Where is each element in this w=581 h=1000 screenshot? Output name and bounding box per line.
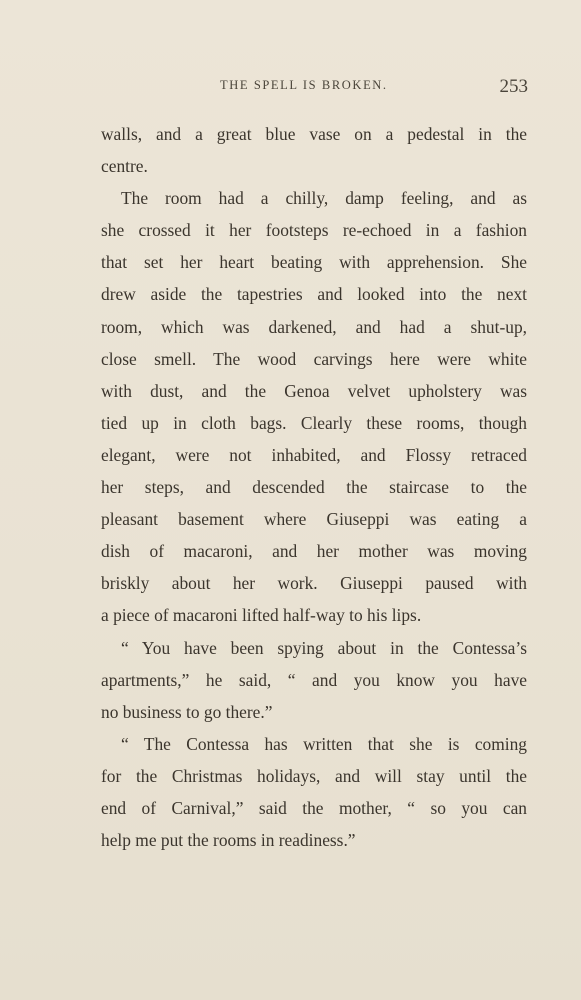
- text-line: dish of macaroni, and her mother was moving: [101, 541, 527, 562]
- text-line: drew aside the tapestries and looked into the next: [101, 284, 527, 305]
- text-line: elegant, were not inhabited, and Flossy retraced: [101, 444, 527, 465]
- text-line: walls, and a great blue vase on a pedestal in the: [101, 124, 527, 144]
- running-head: THE SPELL IS BROKEN.: [220, 78, 388, 92]
- text-line: pleasant basement where Giuseppi was eating a: [101, 509, 527, 530]
- text-line: end of Carnival,” said the mother, “ so you can: [101, 797, 527, 818]
- text-line: a piece of macaroni lifted half-way to his lips.: [101, 605, 422, 626]
- text-line: her steps, and descended the staircase to the: [101, 477, 527, 498]
- text-line: apartments,” he said, “ and you know you have: [101, 669, 527, 690]
- text-line: tied up in cloth bags. Clearly these rooms, though: [101, 412, 527, 433]
- text-line: for the Christmas holidays, and will stay until the: [101, 765, 527, 786]
- text-line: “ You have been spying about in the Contessa’s: [121, 637, 527, 658]
- text-line: that set her heart beating with apprehension. She: [101, 252, 527, 273]
- text-line: close smell. The wood carvings here were white: [101, 348, 527, 369]
- text-line: with dust, and the Genoa velvet upholstery was: [101, 380, 527, 401]
- text-line: she crossed it her footsteps re-echoed in a fashion: [101, 220, 527, 241]
- text-line: “ The Contessa has written that she is coming: [121, 733, 527, 754]
- page-number: 253: [499, 76, 528, 97]
- text-line: no business to go there.”: [101, 701, 273, 722]
- text-line: room, which was darkened, and had a shut-up,: [101, 316, 527, 337]
- text-line: help me put the rooms in readiness.”: [101, 830, 356, 851]
- body-text: [101, 118, 527, 856]
- text-line: The room had a chilly, damp feeling, and as: [121, 188, 527, 209]
- text-line: briskly about her work. Giuseppi paused with: [101, 573, 527, 594]
- text-line: centre.: [101, 156, 148, 177]
- page-header: [100, 76, 528, 104]
